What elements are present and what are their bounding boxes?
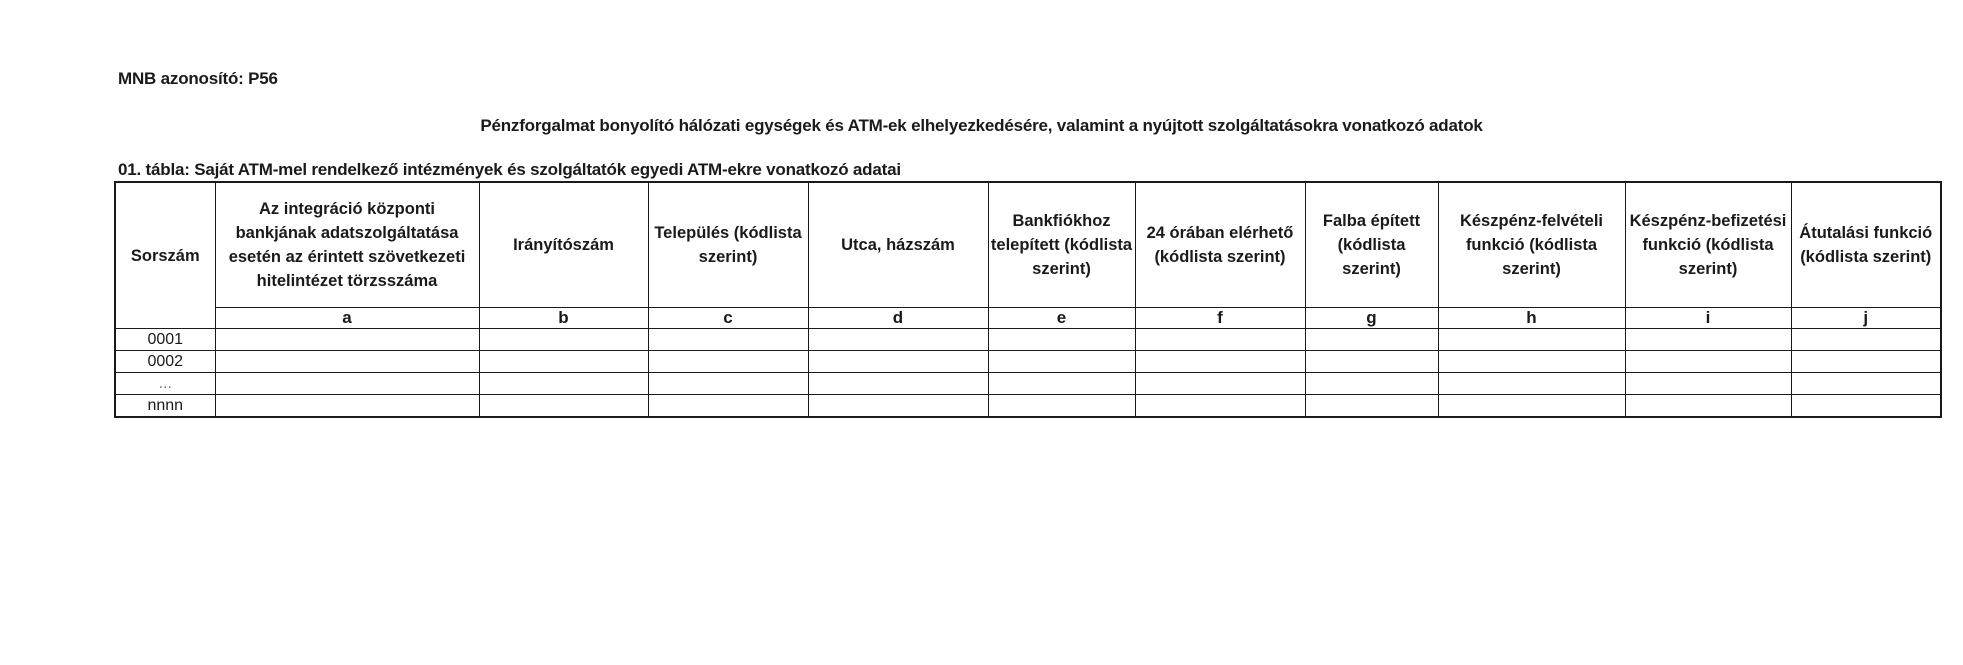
column-letter-row	[115, 308, 1941, 329]
data-cell[interactable]	[1438, 395, 1625, 418]
header-row	[115, 182, 1941, 308]
table-caption: 01. tábla: Saját ATM-mel rendelkező intézmények és szolgáltatók egyedi ATM-ekre vonatkozó adatai	[118, 160, 901, 179]
data-cell[interactable]	[1305, 329, 1438, 351]
data-cell[interactable]	[648, 351, 808, 373]
row-number-header: Sorszám	[115, 182, 215, 329]
table-row	[115, 351, 1941, 373]
table-row	[115, 329, 1941, 351]
data-cell[interactable]	[479, 395, 648, 418]
data-cell[interactable]	[808, 395, 988, 418]
data-cell[interactable]	[988, 395, 1135, 418]
column-header-g: Falba épített (kódlista szerint)	[1305, 182, 1438, 308]
column-letter-g: g	[1305, 308, 1438, 329]
column-letter-b: b	[479, 308, 648, 329]
data-cell[interactable]	[1791, 395, 1941, 418]
column-header-h: Készpénz-felvételi funkció (kódlista szerint)	[1438, 182, 1625, 308]
data-cell[interactable]	[479, 329, 648, 351]
data-cell[interactable]	[808, 351, 988, 373]
data-cell[interactable]	[1625, 329, 1791, 351]
data-cell[interactable]	[648, 329, 808, 351]
mnb-identifier: MNB azonosító: P56	[118, 69, 278, 88]
column-header-d: Utca, házszám	[808, 182, 988, 308]
data-cell[interactable]	[1135, 395, 1305, 418]
column-letter-h: h	[1438, 308, 1625, 329]
column-header-c: Település (kódlista szerint)	[648, 182, 808, 308]
column-letter-e: e	[988, 308, 1135, 329]
data-cell[interactable]	[988, 351, 1135, 373]
data-cell[interactable]	[1135, 329, 1305, 351]
data-cell[interactable]	[1438, 329, 1625, 351]
page-title: Pénzforgalmat bonyolító hálózati egységek és ATM-ek elhelyezkedésére, valamint a nyújtott szolgáltatásokra vonatkozó adatok	[480, 116, 1483, 135]
column-letter-j: j	[1791, 308, 1941, 329]
row-number: nnnn	[115, 395, 215, 418]
data-cell[interactable]	[215, 351, 479, 373]
data-cell[interactable]	[215, 373, 479, 395]
column-letter-a: a	[215, 308, 479, 329]
data-cell[interactable]	[1438, 351, 1625, 373]
data-cell[interactable]	[1625, 351, 1791, 373]
data-cell[interactable]	[215, 329, 479, 351]
data-cell[interactable]	[1791, 329, 1941, 351]
data-cell[interactable]	[1791, 373, 1941, 395]
data-cell[interactable]	[988, 373, 1135, 395]
column-header-e: Bankfiókhoz telepített (kódlista szerint)	[988, 182, 1135, 308]
data-cell[interactable]	[1135, 373, 1305, 395]
data-cell[interactable]	[215, 395, 479, 418]
table-row	[115, 373, 1941, 395]
data-cell[interactable]	[1305, 351, 1438, 373]
data-cell[interactable]	[1305, 373, 1438, 395]
data-cell[interactable]	[1625, 373, 1791, 395]
atm-data-table	[114, 181, 1942, 418]
column-header-b: Irányítószám	[479, 182, 648, 308]
data-cell[interactable]	[479, 373, 648, 395]
data-cell[interactable]	[1135, 351, 1305, 373]
data-cell[interactable]	[479, 351, 648, 373]
row-number: ...	[115, 373, 215, 395]
data-cell[interactable]	[1305, 395, 1438, 418]
column-header-a: Az integráció központi bankjának adatszolgáltatása esetén az érintett szövetkezeti hitelintézet törzsszáma	[215, 182, 479, 308]
column-letter-f: f	[1135, 308, 1305, 329]
data-cell[interactable]	[808, 373, 988, 395]
column-letter-c: c	[648, 308, 808, 329]
column-header-j: Átutalási funkció (kódlista szerint)	[1791, 182, 1941, 308]
data-cell[interactable]	[648, 395, 808, 418]
column-header-f: 24 órában elérhető (kódlista szerint)	[1135, 182, 1305, 308]
data-cell[interactable]	[1438, 373, 1625, 395]
table-row	[115, 395, 1941, 418]
data-cell[interactable]	[988, 329, 1135, 351]
column-letter-i: i	[1625, 308, 1791, 329]
data-cell[interactable]	[648, 373, 808, 395]
data-cell[interactable]	[808, 329, 988, 351]
data-cell[interactable]	[1625, 395, 1791, 418]
column-header-i: Készpénz-befizetési funkció (kódlista szerint)	[1625, 182, 1791, 308]
column-letter-d: d	[808, 308, 988, 329]
data-cell[interactable]	[1791, 351, 1941, 373]
row-number: 0001	[115, 329, 215, 351]
row-number: 0002	[115, 351, 215, 373]
